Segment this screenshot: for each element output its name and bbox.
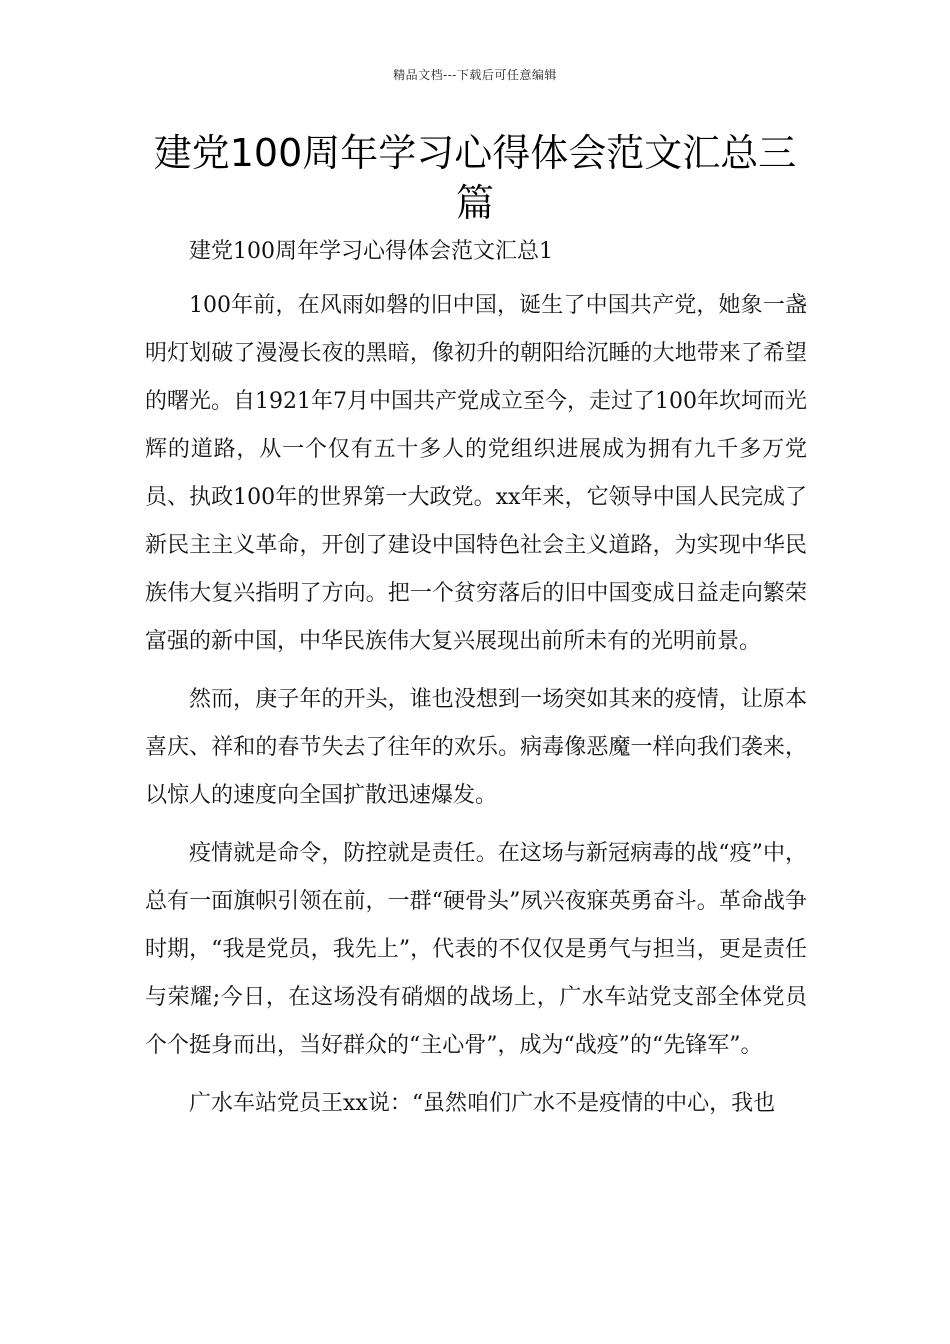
paragraph-2: 然而，庚子年的开头，谁也没想到一场突如其来的疫情，让原本喜庆、祥和的春节失去了往年的欢乐。病毒像恶魔一样向我们袭来，以惊人的速度向全国扩散迅速爆发。 — [145, 687, 807, 808]
section-subtitle: 建党100周年学习心得体会范文汇总1 — [189, 239, 553, 264]
document-body — [145, 228, 807, 1138]
paragraph-1: 100年前，在风雨如磐的旧中国，诞生了中国共产党，她象一盏明灯划破了漫漫长夜的黑暗，像初升的朝阳给沉睡的大地带来了希望的曙光。自1921年7月中国共产党成立至今，走过了100年坎坷而光辉的道路，从一个仅有五十多人的党组织进展成为拥有九千多万党员、执政100年的世界第一大政党。xx年来，它领导中国人民完成了新民主主义革命，开创了建设中国特色社会主义道路，为实现中华民族伟大复兴指明了方向。把一个贫穷落后的旧中国变成日益走向繁荣富强的新中国，中华民族伟大复兴展现出前所未有的光明前景。 — [145, 293, 807, 654]
paragraph-4: 广水车站党员王xx说：“虽然咱们广水不是疫情的中心，我也 — [189, 1091, 776, 1116]
document-title: 建党100周年学习心得体会范文汇总三篇 — [153, 131, 797, 225]
paragraph-3: 疫情就是命令，防控就是责任。在这场与新冠病毒的战“疫”中，总有一面旗帜引领在前，一群“硬骨头”夙兴夜寐英勇奋斗。革命战争时期，“我是党员，我先上”，代表的不仅仅是勇气与担当，更是责任与荣耀;今日，在这场没有硝烟的战场上，广水车站党支部全体党员个个挺身而出，当好群众的“主心骨”，成为“战疫”的“先锋军”。 — [145, 841, 807, 1058]
header-note: 精品文档---下载后可任意编辑 — [393, 68, 557, 82]
